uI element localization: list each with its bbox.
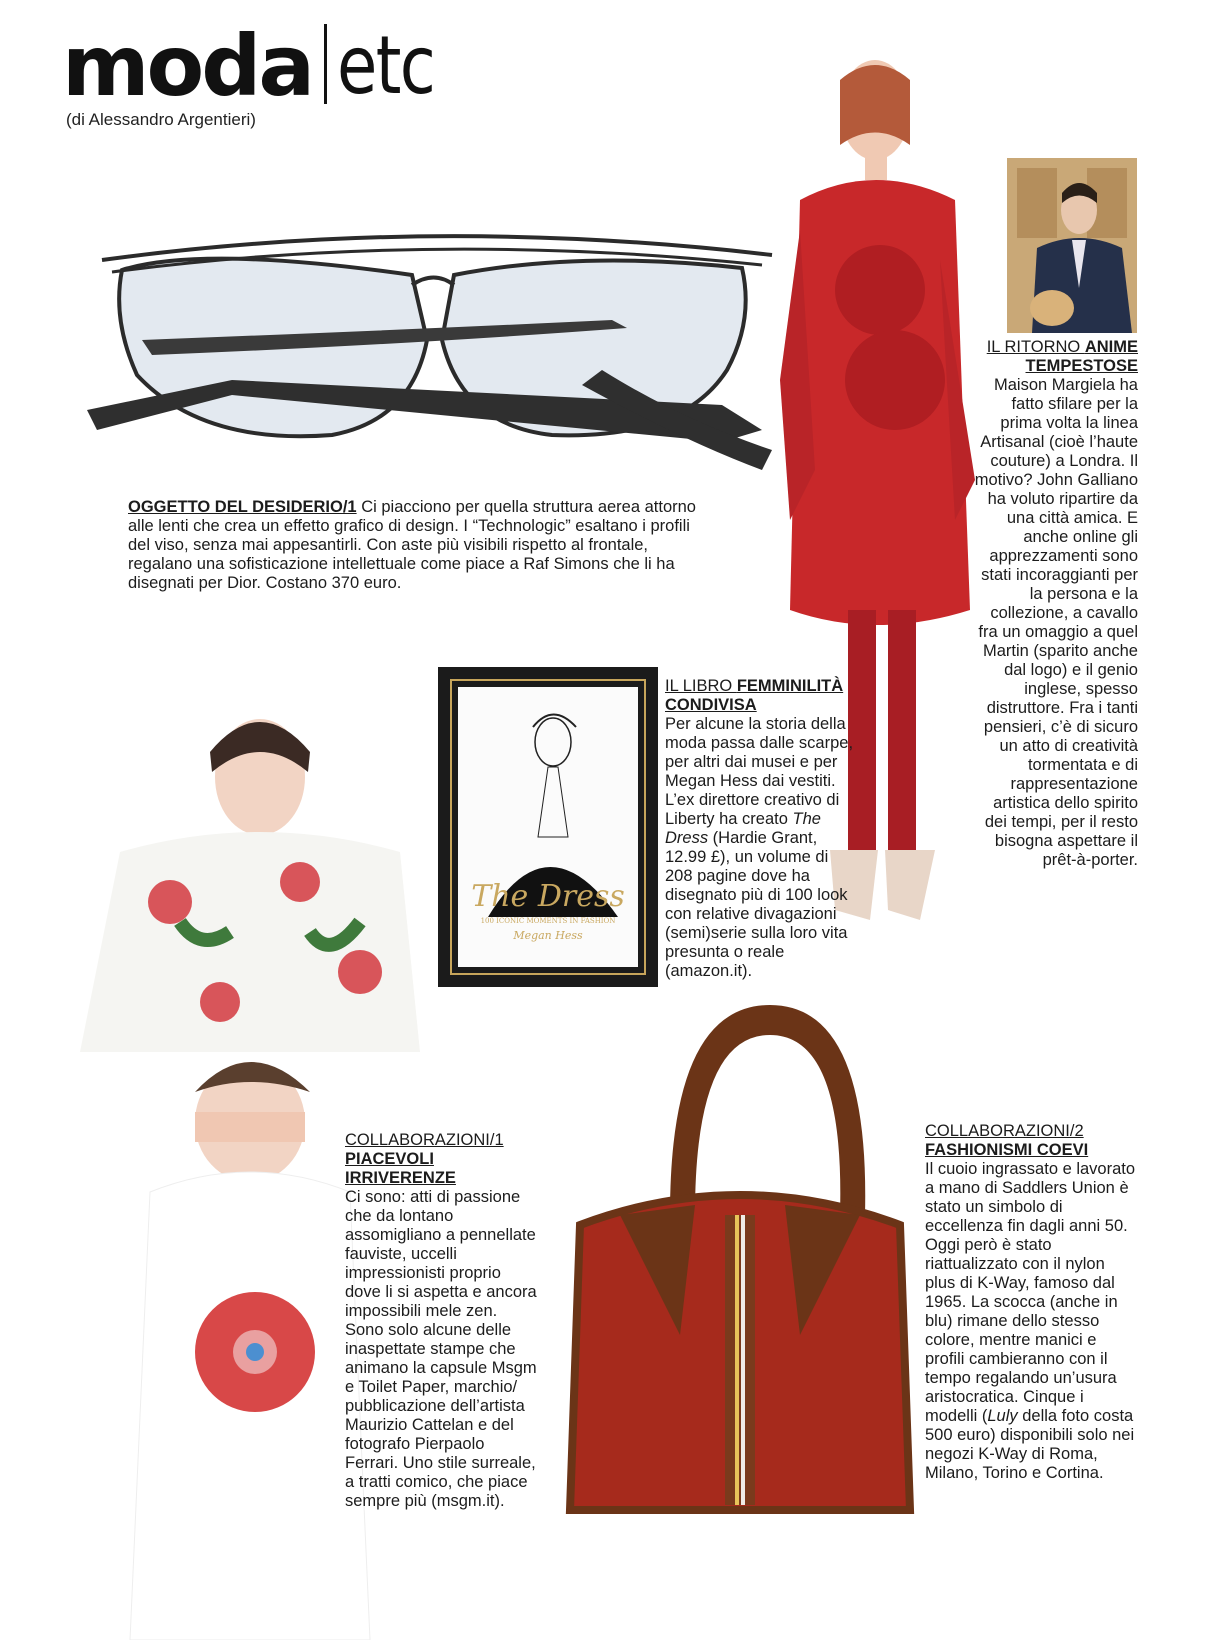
article-book-kicker-light: IL LIBRO (665, 677, 737, 695)
article-book-kicker-bold: FEMMINILITÀ CONDIVISA (665, 677, 844, 714)
article-glasses-kicker: OGGETTO DEL DESIDERIO/1 (128, 498, 357, 516)
article-book-body: Per alcune la storia della moda passa dalle scarpe, per altri dai musei e per Megan Hess dai vestiti. L’ex direttore creativo di Liberty ha creato The Dress (Hardie Grant, 12.99 £), un volume di 208 pagine dove ha disegnato più di 100 look con relative divagazioni (semi)serie sulla loro vita presunta o reale (amazon.it). (665, 715, 854, 980)
galliano-portrait-image (1007, 158, 1137, 333)
article-margiela-kicker-bold: ANIME TEMPESTOSE (1025, 338, 1138, 375)
article-margiela (970, 338, 1138, 870)
masthead-divider (324, 24, 327, 104)
masthead-light: etc (337, 19, 435, 112)
article-margiela-kicker-light: IL RITORNO (986, 338, 1085, 356)
sunglasses-image (82, 220, 787, 510)
article-msgm-body: Ci sono: atti di passione che da lontano assomigliano a pennellate fauviste, uccelli impressionisti proprio dove li si aspetta e ancora impossibili mele zen. Sono solo alcune delle inaspettate stampe che animano la capsule Msgm e Toilet Paper, marchio/ pubblicazione dell’artista Maurizio Cattelan e del fotografo Pierpaolo Ferrari. Uno stile surreale, a tratti comico, che piace sempre più (msgm.it). (345, 1188, 537, 1510)
article-msgm-kicker-bold: PIACEVOLI IRRIVERENZE (345, 1150, 456, 1187)
article-margiela-body: Maison Margiela ha fatto sfilare per la prima volta la linea Artisanal (cioè l’haute couture) a Londra. Il motivo? John Galliano ha voluto ripartire da una città amica. E anche online gli apprezzamenti sono stati incoraggianti per la persona e la collezione, a cavallo fra un omaggio a quel Martin (sparito anche dal logo) e il genio inglese, spesso distruttore. Fra i tanti pensieri, c’è di sicuro un atto di creatività tormentata e di rappresentazione artistica dello spirito dei tempi, per il resto bisogna aspettare il prêt-à-porter. (974, 376, 1138, 869)
article-kway (925, 1122, 1138, 1483)
book-cover (438, 667, 658, 987)
article-kway-kicker-bold: FASHIONISMI COEVI (925, 1141, 1089, 1159)
kway-bag-image (560, 995, 920, 1520)
article-book (665, 677, 860, 981)
byline: (di Alessandro Argentieri) (66, 110, 256, 129)
masthead-bold: moda (62, 17, 313, 115)
book-cover-subtitle: 100 ICONIC MOMENTS IN FASHION (480, 917, 616, 925)
book-cover-title: The Dress (471, 879, 625, 914)
book-cover-panel (458, 687, 638, 967)
article-glasses-body: Ci piacciono per quella struttura aerea attorno alle lenti che crea un effetto grafico di design. I “Technologic” esaltano i profili del viso, senza mai appesantirli. Con aste più visibili rispetto al frontale, regalano una sofisticazione intellettuale come piace a Raf Simons che li ha disegnati per Dior. Costano 370 euro. (128, 498, 696, 592)
article-glasses (128, 498, 708, 593)
article-msgm-kicker-light: COLLABORAZIONI/1 (345, 1131, 504, 1149)
article-msgm (345, 1131, 540, 1511)
article-kway-body: Il cuoio ingrassato e lavorato a mano di Saddlers Union è stato un simbolo di eccellenza fin dagli anni 50. Oggi però è stato riattualizzato con il nylon plus di K-Way, famoso dal 1965. La scocca (anche in blu) rimane dello stesso colore, mentre manici e profili cambieranno con il tempo regalando un’usura aristocratica. Cinque i modelli (Luly della foto costa 500 euro) disponibili solo nei negozi K-Way di Roma, Milano, Torino e Cortina. (925, 1160, 1136, 1482)
masthead (62, 17, 456, 115)
book-cover-author: Megan Hess (513, 929, 583, 942)
article-kway-kicker-light: COLLABORAZIONI/2 (925, 1122, 1084, 1140)
